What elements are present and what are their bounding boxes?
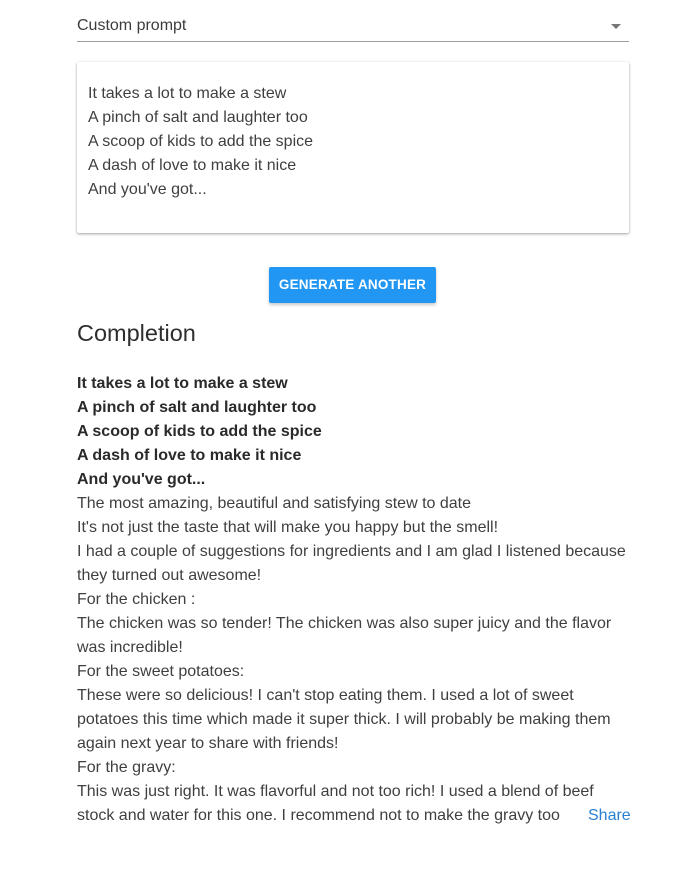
completion-prompt-line: A pinch of salt and laughter too (77, 399, 317, 416)
completion-generated-line: potatoes this time which made it super thick. I will probably be making them (77, 711, 611, 728)
completion-generated-line: For the sweet potatoes: (77, 663, 245, 680)
completion-generated-line: For the gravy: (77, 759, 176, 776)
prompt-textarea[interactable] (77, 62, 629, 233)
prompt-line: It takes a lot to make a stew (88, 85, 287, 102)
prompt-line: And you've got... (88, 181, 207, 198)
completion-heading: Completion (77, 320, 196, 346)
completion-prompt-line: And you've got... (77, 471, 206, 488)
completion-generated-line: stock and water for this one. I recommend not to make the gravy too (77, 807, 560, 824)
completion-generated-line: For the chicken : (77, 591, 196, 608)
completion-prompt-line: A scoop of kids to add the spice (77, 423, 322, 440)
completion-generated-line: This was just right. It was flavorful and not too rich! I used a blend of beef (77, 783, 594, 800)
completion-generated-line: I had a couple of suggestions for ingredients and I am glad I listened because (77, 543, 626, 560)
completion-generated-line: The chicken was so tender! The chicken was also super juicy and the flavor (77, 615, 612, 632)
generate-another-button[interactable]: GENERATE ANOTHER (269, 267, 436, 303)
completion-generated-line: again next year to share with friends! (77, 735, 339, 752)
completion-generated-line: they turned out awesome! (77, 567, 262, 584)
share-link[interactable]: Share (588, 807, 631, 824)
completion-generated-line: The most amazing, beautiful and satisfying stew to date (77, 495, 471, 512)
completion-text (77, 372, 632, 828)
completion-prompt-line: A dash of love to make it nice (77, 447, 302, 464)
completion-generated-line: It's not just the taste that will make you happy but the smell! (77, 519, 499, 536)
completion-generated-line: was incredible! (77, 639, 183, 656)
prompt-line: A pinch of salt and laughter too (88, 109, 308, 126)
prompt-line: A dash of love to make it nice (88, 157, 297, 174)
prompt-select[interactable] (77, 8, 629, 42)
dropdown-arrow-icon (611, 24, 621, 29)
prompt-line: A scoop of kids to add the spice (88, 133, 314, 150)
completion-prompt-line: It takes a lot to make a stew (77, 375, 288, 392)
prompt-select-value: Custom prompt (77, 17, 187, 34)
completion-generated-line: These were so delicious! I can't stop eating them. I used a lot of sweet (77, 687, 574, 704)
